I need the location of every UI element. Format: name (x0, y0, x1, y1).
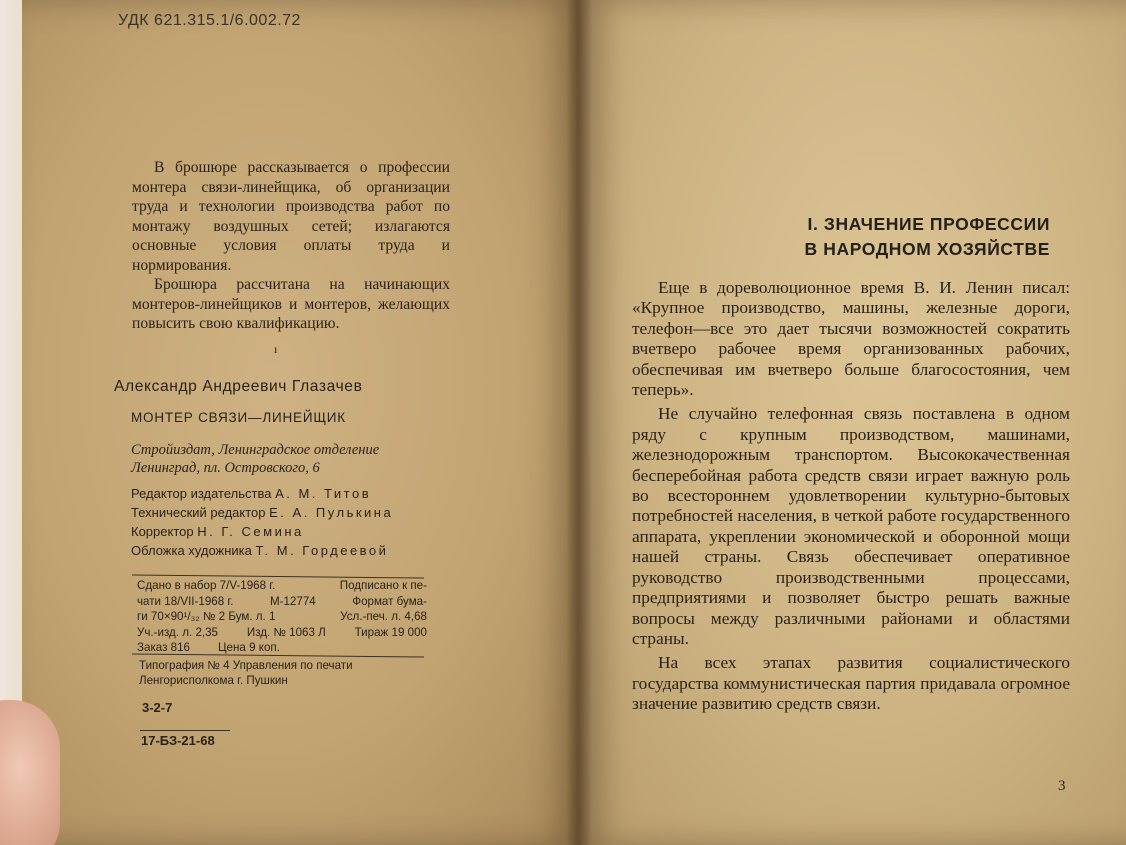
thumb (0, 700, 60, 845)
imprint-cell: Подписано к пе- (339, 579, 427, 592)
staff-row (131, 522, 393, 541)
imprint-cell: ги 70×90¹/₃₂ № 2 Бум. л. 1 (137, 610, 276, 624)
staff-role: Корректор (131, 524, 194, 539)
publisher-address: Ленинград, пл. Островского, 6 (131, 460, 320, 476)
imprint-row (137, 578, 427, 594)
body-paragraph: Еще в дореволюционное время В. И. Ленин писал: «Крупное производство, машины, железные дороги, телефон—все это дает тысячи возможностей сократить вчетверо рабочее время организованных рабочих, обеспечивая им вчетверо больше благосостояния, чем теперь». (632, 278, 1070, 400)
book-title: МОНТЕР СВЯЗИ—ЛИНЕЙЩИК (131, 410, 346, 425)
classification-code: 3-2-7 (142, 700, 173, 715)
imprint-cell: Формат бума- (352, 594, 427, 608)
abstract (132, 158, 450, 334)
imprint-block (137, 578, 427, 656)
staff-credits (131, 484, 393, 560)
imprint-cell: Тираж 19 000 (354, 625, 427, 639)
imprint-cell: Уч.-изд. л. 2,35 (137, 625, 219, 639)
publisher-line: Стройиздат, Ленинградское отделение (131, 442, 380, 458)
left-page (22, 0, 578, 845)
imprint-cell: Усл.-печ. л. 4,68 (340, 610, 427, 624)
staff-row (131, 541, 393, 560)
imprint-cell: Цена 9 коп. (217, 641, 280, 655)
staff-row (131, 503, 393, 522)
staff-name: Н. Г. Семина (197, 524, 304, 539)
typography-line: Ленгорисполкома г. Пушкин (139, 674, 288, 687)
imprint-cell: М-12774 (269, 594, 316, 608)
chapter-body (632, 278, 1070, 719)
page-number: 3 (1058, 778, 1066, 794)
imprint-cell: Сдано в набор 7/V-1968 г. (137, 579, 276, 592)
staff-name: Е. А. Пулькина (269, 505, 394, 520)
imprint-row (137, 609, 427, 625)
typography-line: Типография № 4 Управления по печати (139, 659, 353, 672)
imprint-row (137, 625, 427, 641)
body-paragraph: На всех этапах развития социалистического государства коммунистическая партия придавала огромное значение развитию средств связи. (632, 653, 1070, 714)
abstract-paragraph: Брошюра рассчитана на начинающих монтеров-линейщиков и монтеров, желающих повысить свою квалификацию. (132, 276, 450, 332)
divider-rule (140, 730, 230, 731)
imprint-cell: Изд. № 1063 Л (246, 625, 326, 639)
author-name: Александр Андреевич Глазачев (114, 378, 363, 395)
chapter-heading (730, 212, 1050, 262)
imprint-cell: чати 18/VII-1968 г. (137, 594, 234, 608)
chapter-heading-line: В НАРОДНОМ ХОЗЯЙСТВЕ (804, 239, 1050, 259)
body-paragraph: Не случайно телефонная связь поставлена в одном ряду с крупным производством, машинами, железнодорожным транспортом. Высококачественная бесперебойная работа средств связи играет важную роль во всестороннем удовлетворении культурно-бытовых потребностей населения, в четкой работе государственного аппарата, укреплении экономической и оборонной мощи нашей страны. Связь обеспечивает оперативное руководство производственными процессами, предприятиями и позволяет быстро решать важные вопросы между различными районами и областями страны. (632, 404, 1070, 648)
udk-code: УДК 621.315.1/6.002.72 (118, 12, 301, 29)
staff-role: Редактор издательства (131, 486, 272, 501)
staff-name: Т. М. Гордеевой (255, 543, 389, 558)
staff-role: Обложка художника (131, 543, 252, 558)
tick-mark: ı (274, 342, 278, 356)
imprint-cell: Заказ 816 (137, 641, 190, 655)
staff-row (131, 484, 393, 503)
typography-block (139, 658, 353, 688)
book-gutter (566, 0, 592, 845)
staff-name: А. М. Титов (275, 486, 372, 501)
imprint-row (137, 594, 427, 610)
abstract-paragraph: В брошюре рассказывается о профессии монтера связи-линейщика, об организации труда и технологии производства работ по монтажу воздушных сетей; излагаются основные условия оплаты труда и нормирования. (132, 159, 450, 274)
staff-role: Технический редактор (131, 505, 266, 520)
chapter-heading-line: I. ЗНАЧЕНИЕ ПРОФЕССИИ (807, 214, 1050, 234)
catalog-code: 17-БЗ-21-68 (141, 733, 215, 748)
